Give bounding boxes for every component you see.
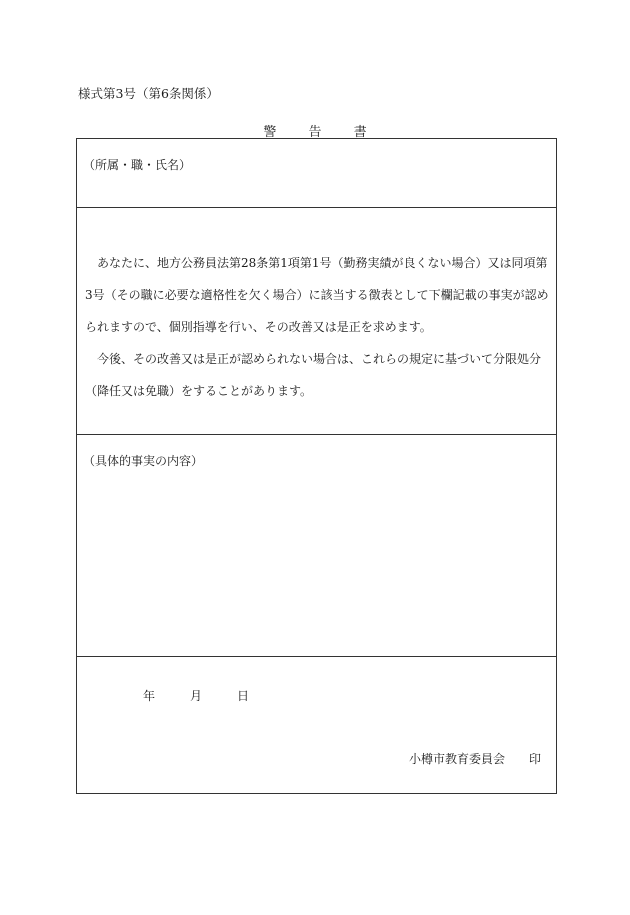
details-section xyxy=(77,435,556,657)
warning-body-text xyxy=(85,247,552,407)
recipient-label: （所属・職・氏名） xyxy=(83,158,192,172)
issuer-name: 小樽市教育委員会 xyxy=(408,752,505,766)
recipient-section xyxy=(77,139,556,208)
form-box xyxy=(76,138,557,794)
warning-body-section xyxy=(77,208,556,435)
date-day-label: 日 xyxy=(237,689,250,703)
date-year-label: 年 xyxy=(143,689,156,703)
issuer-block xyxy=(409,750,541,767)
document-title: 警 告 書 xyxy=(263,125,381,140)
date-row xyxy=(143,687,249,704)
body-paragraph-2: 今後、その改善又は是正が認められない場合は、これらの規定に基づいて分限処分（降任又は免職）をすることがあります。 xyxy=(85,352,542,398)
form-number: 様式第3号（第6条関係） xyxy=(78,86,219,101)
details-label: （具体的事実の内容） xyxy=(83,454,204,468)
footer-section xyxy=(77,657,556,793)
body-paragraph-1: あなたに、地方公務員法第28条第1項第1号（勤務実績が良くない場合）又は同項第3号（その職に必要な適格性を欠く場合）に該当する徴表として下欄記載の事実が認められますので、個別指導を行い、その改善又は是正を求めます。 xyxy=(85,256,549,334)
issuer-seal: 印 xyxy=(528,752,541,766)
date-month-label: 月 xyxy=(190,689,203,703)
